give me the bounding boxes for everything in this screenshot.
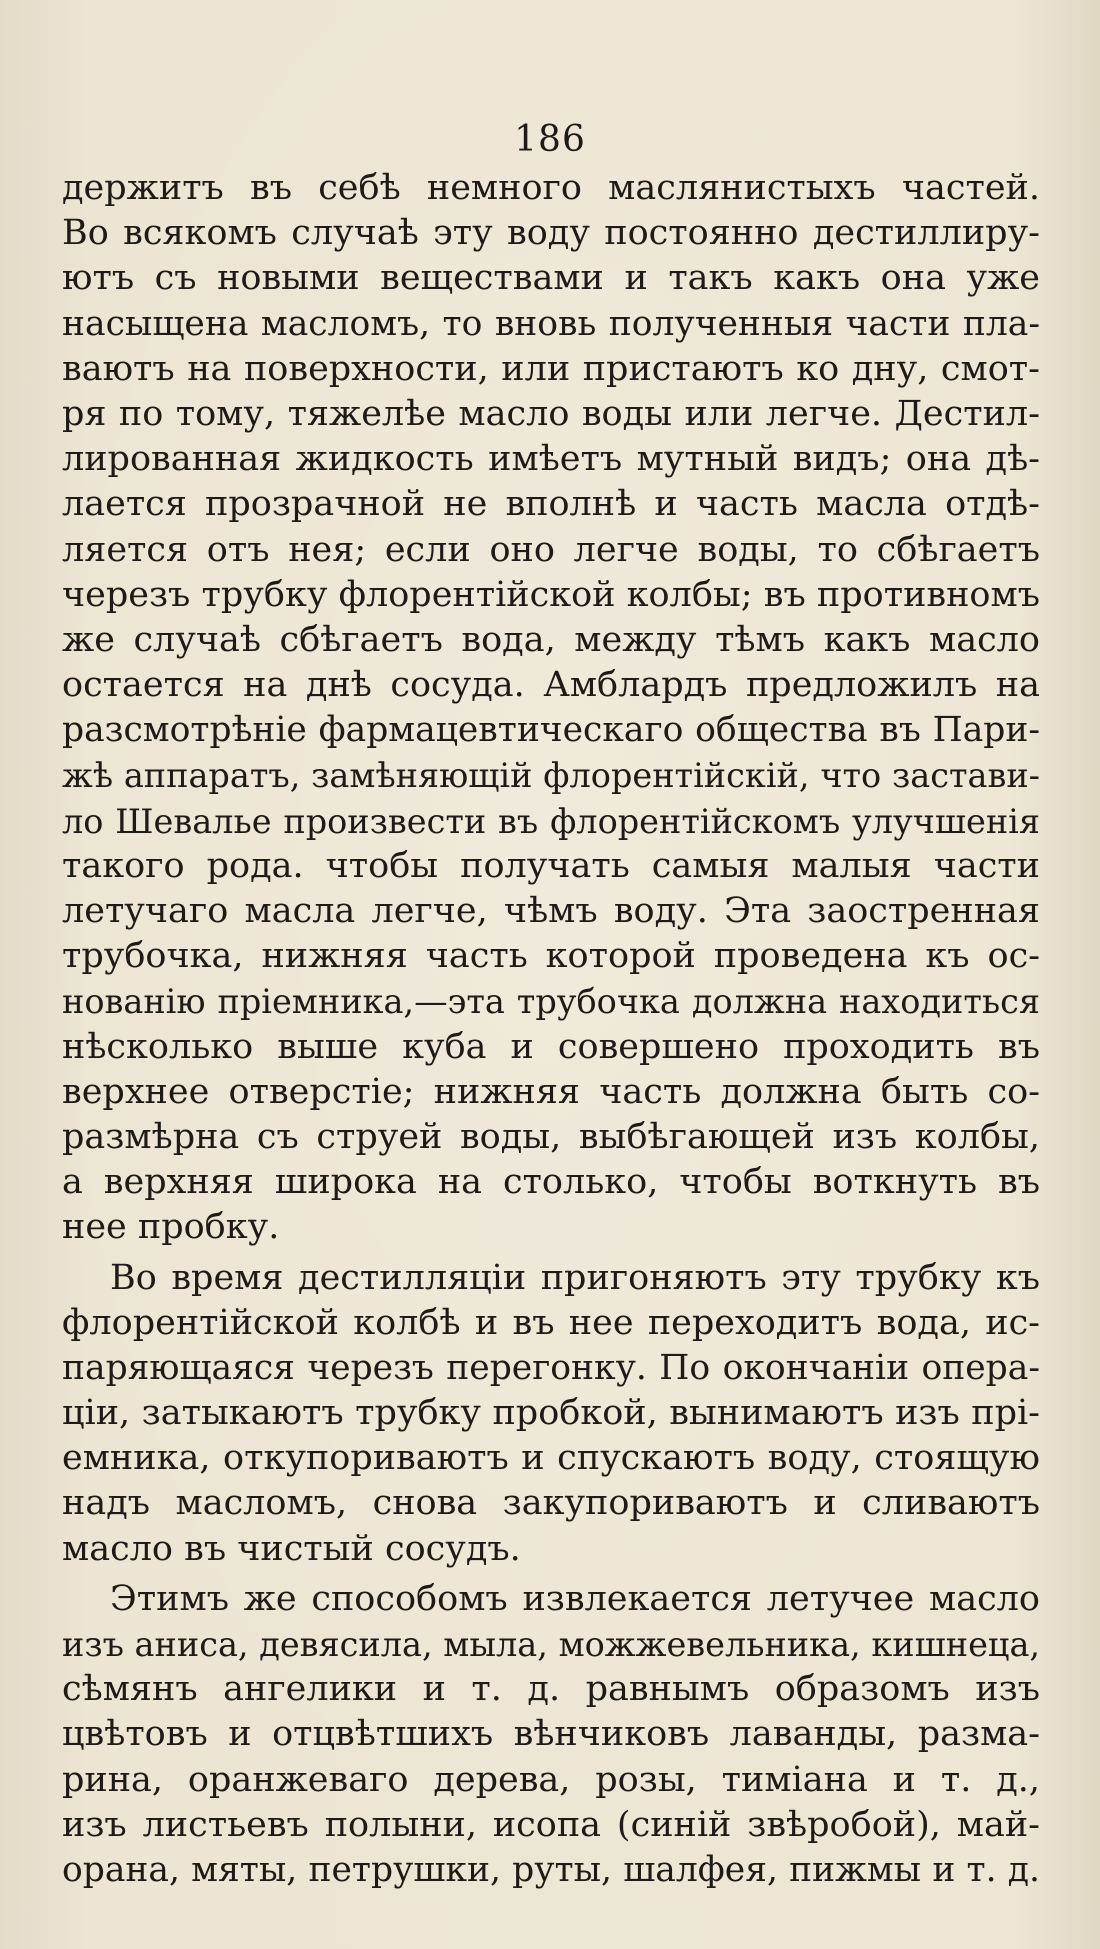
text-line: разсмотрѣніе фармацевтическаго общества въ Пари- <box>62 710 1040 751</box>
text-line: лается прозрачной не вполнѣ и часть масла отдѣ- <box>62 484 1040 525</box>
text-line: нованію пріемника,—эта трубочка должна находиться <box>62 982 1040 1022</box>
text-line: ло Шевалье произвести въ флорентійскомъ улучшенія <box>62 801 1040 841</box>
text-line: жѣ аппаратъ, замѣняющій флорентійскій, что застави- <box>62 756 1040 796</box>
body-text <box>62 166 1040 1893</box>
text-line: ря по тому, тяжелѣе масло воды или легче. Дестил- <box>62 393 1040 434</box>
text-line: трубочка, нижняя часть которой проведена къ ос- <box>62 936 1040 977</box>
text-line: паряющаяся черезъ перегонку. По окончаніи опера- <box>62 1347 1040 1388</box>
text-line: рина, оранжеваго дерева, розы, тиміана и т. д., <box>62 1759 1040 1800</box>
text-line: Во время дестилляціи пригоняютъ эту трубку къ <box>110 1257 1040 1298</box>
text-line: а верхняя широка на столько, чтобы воткнуть въ <box>62 1162 1040 1203</box>
text-line: надъ масломъ, снова закупориваютъ и сливаютъ <box>62 1483 1040 1524</box>
text-line: летучаго масла легче, чѣмъ воду. Эта заостренная <box>62 891 1040 931</box>
text-line: ютъ съ новыми веществами и такъ какъ она уже <box>62 258 1040 299</box>
text-line: флорентійской колбѣ и въ нее переходитъ вода, ис- <box>62 1302 1040 1343</box>
text-line: сѣмянъ ангелики и т. д. равнымъ образомъ изъ <box>62 1669 1040 1710</box>
text-line: верхнее отверстіе; нижняя часть должна быть со- <box>62 1071 1040 1112</box>
text-line: такого рода. чтобы получать самыя малыя части <box>62 845 1040 886</box>
text-line: размѣрна съ струей воды, выбѣгающей изъ колбы, <box>62 1116 1040 1157</box>
text-line: емника, откупориваютъ и спускаютъ воду, стоящую <box>62 1438 1040 1479</box>
text-line: нее пробку. <box>62 1207 280 1248</box>
text-line: цвѣтовъ и отцвѣтшихъ вѣнчиковъ лаванды, разма- <box>62 1714 1040 1755</box>
text-line: ціи, затыкаютъ трубку пробкой, вынимаютъ изъ прі- <box>62 1393 1040 1434</box>
text-line: лированная жидкость имѣетъ мутный видъ; она дѣ- <box>62 439 1040 480</box>
text-line: Этимъ же способомъ извлекается летучее масло <box>110 1578 1040 1619</box>
text-line: же случаѣ сбѣгаетъ вода, между тѣмъ какъ масло <box>62 619 1040 660</box>
text-line: изъ аниса, девясила, мыла, можжевельника, кишнеца, <box>62 1625 1040 1664</box>
text-line: держитъ въ себѣ немного маслянистыхъ частей. <box>62 168 1040 208</box>
text-line: насыщена масломъ, то вновь полученныя части пла- <box>62 303 1040 344</box>
text-line: черезъ трубку флорентійской колбы; въ противномъ <box>62 574 1040 615</box>
page-number: 186 <box>514 119 586 160</box>
text-line: ляется отъ нея; если оно легче воды, то сбѣгаетъ <box>62 529 1040 570</box>
text-line: Во всякомъ случаѣ эту воду постоянно дестиллиру- <box>62 213 1040 254</box>
text-line: орана, мяты, петрушки, руты, шалфея, пижмы и т. д. <box>62 1849 1040 1890</box>
text-line: нѣсколько выше куба и совершено проходить въ <box>62 1026 1040 1067</box>
text-line: масло въ чистый сосудъ. <box>62 1528 521 1569</box>
text-line: ваютъ на поверхности, или пристаютъ ко дну, смот- <box>62 348 1040 389</box>
text-line: изъ листьевъ полыни, исопа (синій звѣробой), май- <box>62 1804 1040 1845</box>
text-line: остается на днѣ сосуда. Амблардъ предложилъ на <box>62 665 1040 706</box>
